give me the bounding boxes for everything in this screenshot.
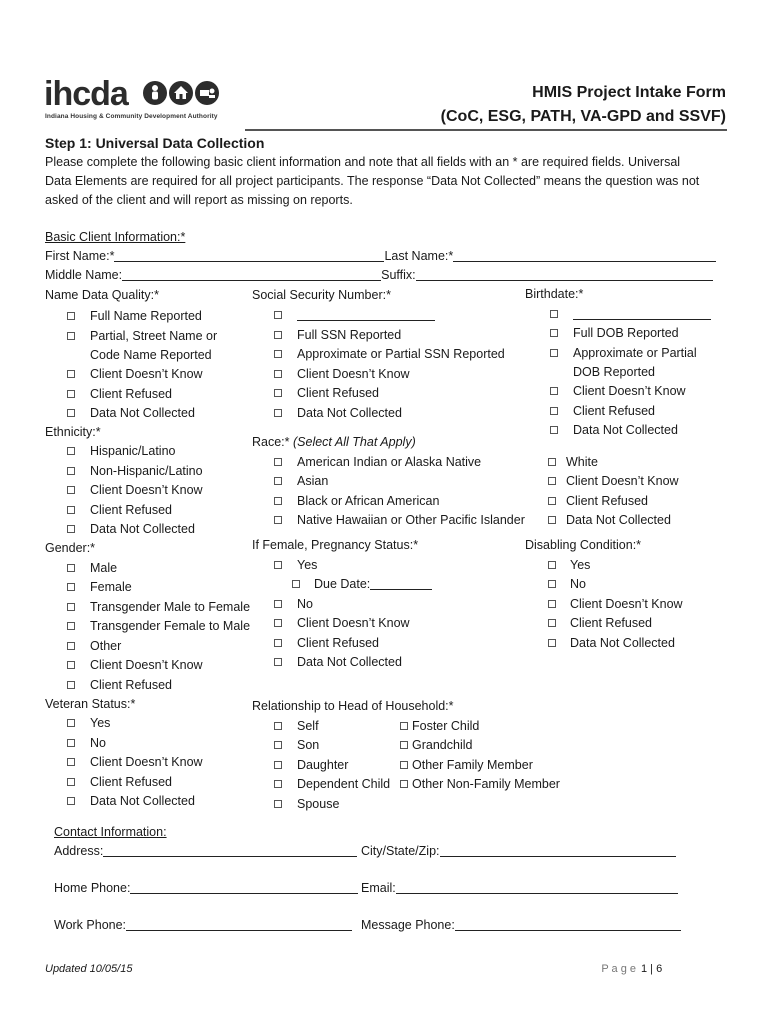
- checkbox[interactable]: [548, 458, 556, 466]
- first-name-field[interactable]: [114, 249, 384, 262]
- checkbox[interactable]: [548, 477, 556, 485]
- page-word: P a g e: [601, 963, 636, 975]
- gender-label: Gender:*: [45, 541, 96, 555]
- option-label: Native Hawaiian or Other Pacific Islander: [297, 513, 525, 527]
- checkbox[interactable]: [550, 310, 558, 318]
- city-label: City/State/Zip:: [361, 844, 440, 858]
- option-label: Client Refused: [90, 503, 172, 517]
- due-date-row: [314, 577, 432, 592]
- checkbox[interactable]: [548, 580, 556, 588]
- checkbox[interactable]: [67, 583, 75, 591]
- ethnicity-label: Ethnicity:*: [45, 425, 101, 439]
- option-label: Client Doesn’t Know: [570, 597, 683, 611]
- form-title: HMIS Project Intake Form: [532, 84, 726, 101]
- basic-info-heading: Basic Client Information:*: [45, 230, 186, 244]
- checkbox[interactable]: [548, 497, 556, 505]
- option-label: Data Not Collected: [90, 522, 195, 536]
- option-label: Dependent Child: [297, 777, 391, 791]
- option-label: No: [570, 577, 586, 591]
- checkbox[interactable]: [548, 639, 556, 647]
- checkbox[interactable]: [67, 447, 75, 455]
- option-label: Data Not Collected: [90, 794, 195, 808]
- checkbox[interactable]: [67, 486, 75, 494]
- work-phone-label: Work Phone:: [54, 918, 127, 932]
- option-label: Client Doesn’t Know: [90, 367, 203, 381]
- header-divider: [245, 129, 727, 131]
- intro-line: asked of the client and will report as missing on reports.: [45, 193, 353, 207]
- work-phone-row: [54, 918, 352, 933]
- option-label: Code Name Reported: [90, 348, 212, 362]
- option-label: Hispanic/Latino: [90, 444, 176, 458]
- checkbox[interactable]: [67, 390, 75, 398]
- option-label: Full DOB Reported: [573, 326, 679, 340]
- option-label: Spouse: [297, 797, 340, 811]
- option-label: Other Non-Family Member: [412, 777, 560, 791]
- checkbox[interactable]: [67, 622, 75, 630]
- checkbox[interactable]: [400, 761, 408, 769]
- checkbox[interactable]: [292, 580, 300, 588]
- checkbox[interactable]: [274, 458, 282, 466]
- intro-line: Data Elements are required for all project participants. The response “Data Not Collected” means the question was not: [45, 174, 700, 188]
- checkbox[interactable]: [67, 312, 75, 320]
- checkbox[interactable]: [67, 778, 75, 786]
- message-phone-row: [361, 918, 681, 933]
- checkbox[interactable]: [274, 497, 282, 505]
- address-label: Address:: [54, 844, 104, 858]
- middle-name-row: [45, 268, 713, 283]
- address-field[interactable]: [103, 844, 357, 857]
- option-label: Grandchild: [412, 738, 473, 752]
- checkbox[interactable]: [67, 506, 75, 514]
- checkbox[interactable]: [67, 467, 75, 475]
- option-label: Data Not Collected: [297, 655, 402, 669]
- city-field[interactable]: [440, 844, 676, 857]
- checkbox[interactable]: [274, 350, 282, 358]
- option-label: Data Not Collected: [566, 513, 671, 527]
- checkbox[interactable]: [274, 389, 282, 397]
- checkbox[interactable]: [67, 409, 75, 417]
- home-phone-label: Home Phone:: [54, 881, 131, 895]
- race-label-text: Race:*: [252, 435, 293, 449]
- last-name-field[interactable]: [453, 249, 716, 262]
- option-label: Client Doesn’t Know: [566, 474, 679, 488]
- checkbox[interactable]: [548, 516, 556, 524]
- checkbox[interactable]: [67, 642, 75, 650]
- checkbox[interactable]: [67, 603, 75, 611]
- option-label: Non-Hispanic/Latino: [90, 464, 203, 478]
- intro-line: Please complete the following basic client information and note that all fields with an * are required fields. Universal: [45, 155, 681, 169]
- checkbox[interactable]: [67, 525, 75, 533]
- checkbox[interactable]: [67, 758, 75, 766]
- option-label: Yes: [90, 716, 111, 730]
- checkbox[interactable]: [67, 564, 75, 572]
- checkbox[interactable]: [548, 600, 556, 608]
- checkbox[interactable]: [274, 477, 282, 485]
- option-label: No: [297, 597, 313, 611]
- ssn-label: Social Security Number:*: [252, 288, 391, 302]
- option-label: Client Refused: [297, 386, 379, 400]
- work-phone-field[interactable]: [126, 918, 352, 931]
- checkbox[interactable]: [67, 332, 75, 340]
- option-label: Approximate or Partial SSN Reported: [297, 347, 505, 361]
- option-label: Client Doesn’t Know: [297, 616, 410, 630]
- option-label: Partial, Street Name or: [90, 329, 218, 343]
- race-label: [252, 435, 416, 450]
- option-label: Male: [90, 561, 118, 575]
- checkbox[interactable]: [274, 311, 282, 319]
- option-label: Client Refused: [90, 678, 172, 692]
- option-label: Client Refused: [90, 387, 172, 401]
- checkbox[interactable]: [274, 600, 282, 608]
- option-label: Asian: [297, 474, 329, 488]
- address-row: [54, 844, 357, 859]
- option-label: Client Doesn’t Know: [90, 483, 203, 497]
- home-phone-row: [54, 881, 358, 896]
- checkbox[interactable]: [274, 741, 282, 749]
- option-label: Approximate or Partial: [573, 346, 697, 360]
- checkbox[interactable]: [274, 561, 282, 569]
- city-row: [361, 844, 676, 859]
- option-label: Client Refused: [90, 775, 172, 789]
- checkbox[interactable]: [550, 426, 558, 434]
- suffix-field[interactable]: [416, 268, 713, 281]
- due-date-label: Due Date:: [314, 577, 371, 591]
- checkbox[interactable]: [274, 658, 282, 666]
- checkbox[interactable]: [550, 329, 558, 337]
- checkbox[interactable]: [274, 409, 282, 417]
- ssn-field[interactable]: [297, 308, 435, 321]
- option-label: Data Not Collected: [573, 423, 678, 437]
- option-label: Self: [297, 719, 319, 733]
- suffix-label: Suffix:: [381, 268, 416, 282]
- checkbox[interactable]: [400, 741, 408, 749]
- option-label: Client Refused: [573, 404, 655, 418]
- option-label: Yes: [570, 558, 591, 572]
- checkbox[interactable]: [67, 797, 75, 805]
- option-label: Full Name Reported: [90, 309, 202, 323]
- veteran-label: Veteran Status:*: [45, 697, 136, 711]
- first-name-label: First Name:*: [45, 249, 115, 263]
- option-label: Client Refused: [297, 636, 379, 650]
- option-label: Daughter: [297, 758, 349, 772]
- option-label: No: [90, 736, 106, 750]
- middle-name-field[interactable]: [122, 268, 381, 281]
- last-name-label: Last Name:*: [384, 249, 454, 263]
- checkbox[interactable]: [274, 761, 282, 769]
- option-label: Other Family Member: [412, 758, 533, 772]
- due-date-field[interactable]: [370, 577, 432, 590]
- home-phone-field[interactable]: [130, 881, 358, 894]
- birthdate-field[interactable]: [573, 307, 711, 320]
- name-quality-label: Name Data Quality:*: [45, 288, 159, 302]
- house-icon: [169, 81, 193, 105]
- pregnancy-label: If Female, Pregnancy Status:*: [252, 538, 419, 552]
- email-row: [361, 881, 678, 896]
- option-label: Transgender Male to Female: [90, 600, 251, 614]
- step-title: Step 1: Universal Data Collection: [45, 135, 265, 151]
- message-phone-label: Message Phone:: [361, 918, 455, 932]
- page-current: 1: [641, 963, 648, 975]
- community-icon: [195, 81, 219, 105]
- logo-subtitle: Indiana Housing & Community Development Authority: [45, 113, 218, 120]
- checkbox[interactable]: [548, 561, 556, 569]
- checkbox[interactable]: [274, 619, 282, 627]
- option-label: Client Refused: [570, 616, 652, 630]
- option-label: Foster Child: [412, 719, 480, 733]
- page-total: 6: [656, 963, 663, 975]
- page-number: 1 | 6: [641, 963, 663, 975]
- option-label: Data Not Collected: [570, 636, 675, 650]
- checkbox[interactable]: [550, 407, 558, 415]
- option-label: American Indian or Alaska Native: [297, 455, 482, 469]
- race-label-note: (Select All That Apply): [293, 435, 416, 449]
- ihcda-logo-wordmark: ihcda: [44, 75, 128, 113]
- option-label: Full SSN Reported: [297, 328, 402, 342]
- option-label: Black or African American: [297, 494, 440, 508]
- updated-date: Updated 10/05/15: [45, 963, 133, 975]
- option-label: Yes: [297, 558, 318, 572]
- checkbox[interactable]: [548, 619, 556, 627]
- option-label: Female: [90, 580, 132, 594]
- disabling-label: Disabling Condition:*: [525, 538, 642, 552]
- checkbox[interactable]: [67, 661, 75, 669]
- option-label: Data Not Collected: [297, 406, 402, 420]
- checkbox[interactable]: [274, 800, 282, 808]
- checkbox[interactable]: [400, 780, 408, 788]
- option-label: White: [566, 455, 598, 469]
- option-label: Client Doesn’t Know: [90, 755, 203, 769]
- checkbox[interactable]: [550, 349, 558, 357]
- checkbox[interactable]: [550, 387, 558, 395]
- option-label: Client Doesn’t Know: [90, 658, 203, 672]
- checkbox[interactable]: [274, 516, 282, 524]
- checkbox[interactable]: [274, 370, 282, 378]
- option-label: Transgender Female to Male: [90, 619, 251, 633]
- checkbox[interactable]: [274, 780, 282, 788]
- checkbox[interactable]: [274, 722, 282, 730]
- checkbox[interactable]: [400, 722, 408, 730]
- person-icon: [143, 81, 167, 105]
- option-label: Client Refused: [566, 494, 648, 508]
- birthdate-label: Birthdate:*: [525, 287, 584, 301]
- checkbox[interactable]: [67, 681, 75, 689]
- email-label: Email:: [361, 881, 396, 895]
- checkbox[interactable]: [67, 719, 75, 727]
- contact-heading: Contact Information:: [54, 825, 167, 839]
- middle-name-label: Middle Name:: [45, 268, 123, 282]
- checkbox[interactable]: [274, 331, 282, 339]
- first-name-row: [45, 249, 716, 264]
- option-label: Other: [90, 639, 122, 653]
- option-label: Client Doesn’t Know: [573, 384, 686, 398]
- option-label: Data Not Collected: [90, 406, 195, 420]
- relationship-label: Relationship to Head of Household:*: [252, 699, 454, 713]
- checkbox[interactable]: [67, 370, 75, 378]
- message-phone-field[interactable]: [455, 918, 681, 931]
- form-subtitle: (CoC, ESG, PATH, VA-GPD and SSVF): [440, 108, 726, 125]
- option-label: Client Doesn’t Know: [297, 367, 410, 381]
- option-label: Son: [297, 738, 320, 752]
- email-field[interactable]: [396, 881, 678, 894]
- checkbox[interactable]: [274, 639, 282, 647]
- checkbox[interactable]: [67, 739, 75, 747]
- option-label: DOB Reported: [573, 365, 655, 379]
